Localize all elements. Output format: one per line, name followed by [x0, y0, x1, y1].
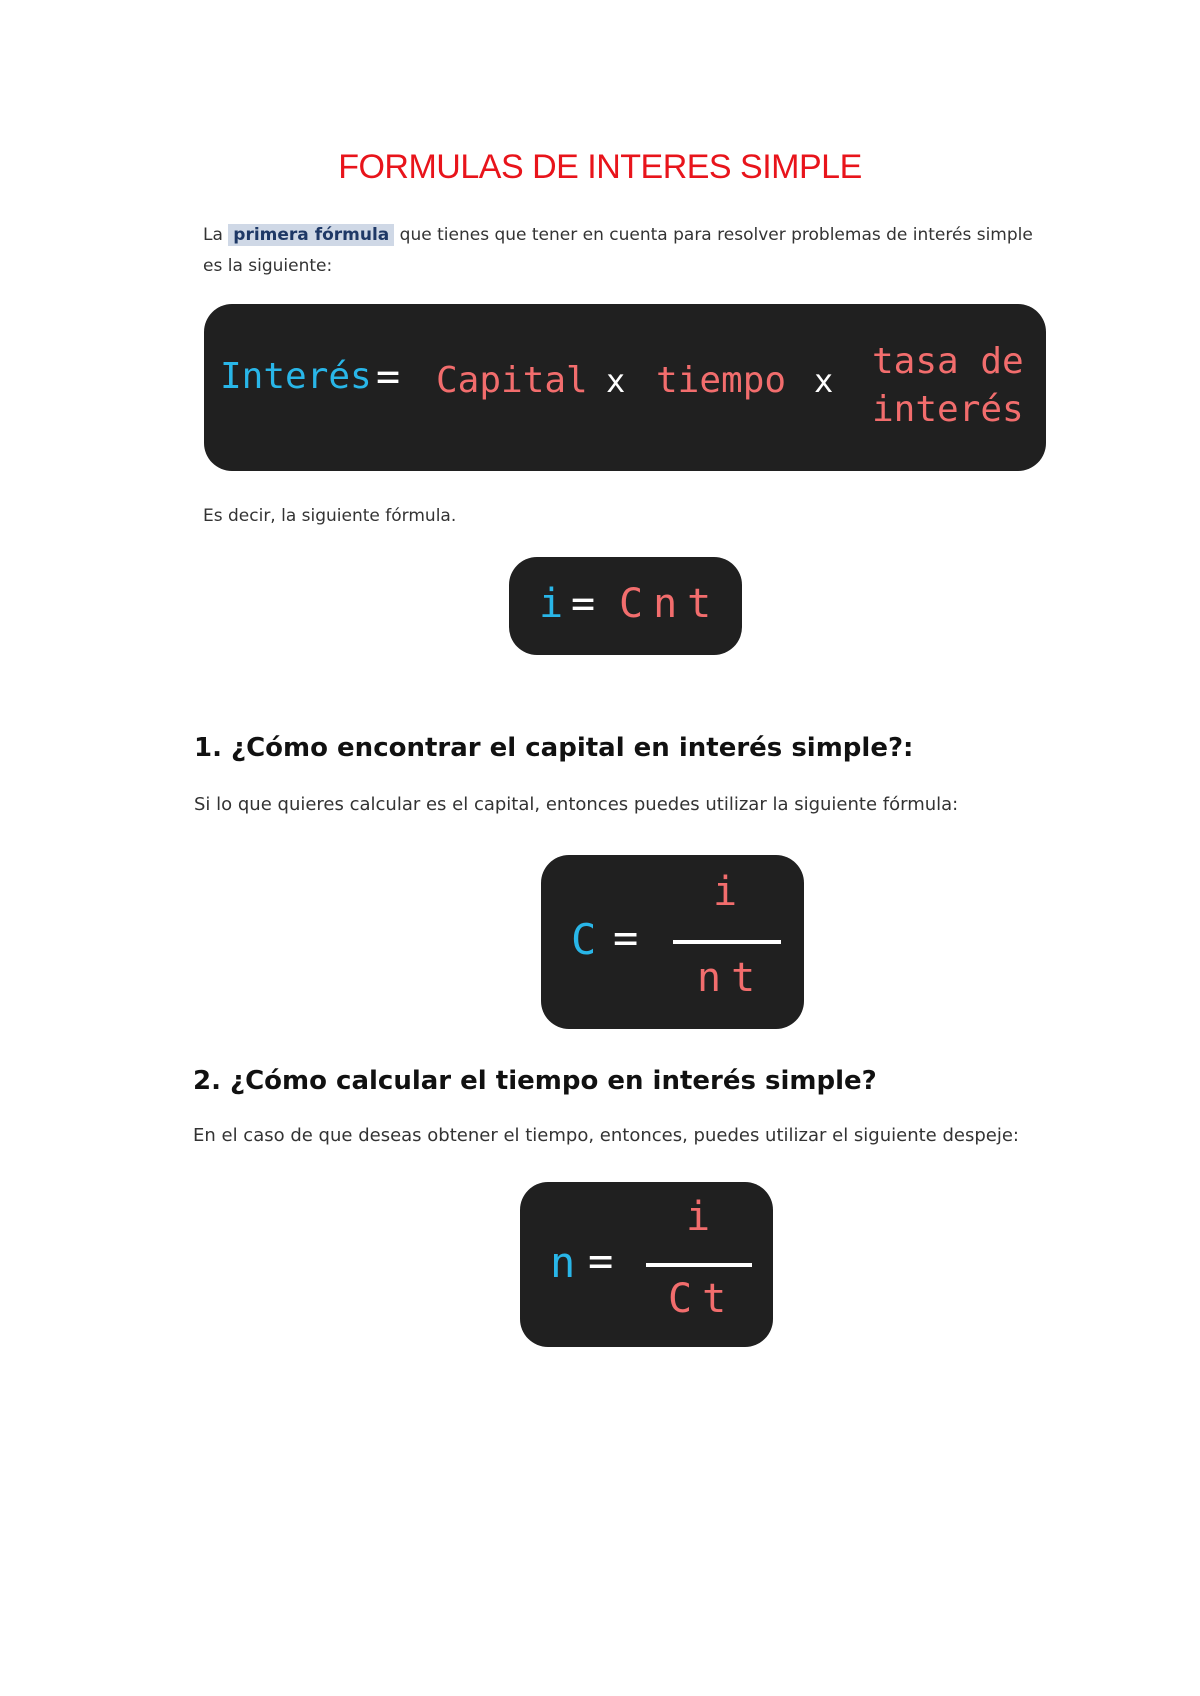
formula-lhs: C [571, 915, 597, 964]
rate-line-2: interés [872, 389, 1024, 430]
interest-formula-box [204, 304, 1046, 471]
fraction-denominator: nt [697, 955, 766, 1001]
formula-equals: = [376, 354, 401, 400]
formula-equals: = [613, 913, 639, 962]
formula-times: x [606, 362, 626, 400]
intro-text-before: La [203, 225, 229, 245]
formula-times: x [814, 362, 834, 400]
section-text-time: En el caso de que deseas obtener el tiempo, entonces, puedes utilizar el siguiente despeje: [193, 1125, 1019, 1146]
formula-i: i [539, 581, 564, 627]
rate-line-1: tasa de [872, 341, 1024, 382]
fraction-numerator: i [713, 869, 738, 915]
formula-equals: = [571, 581, 596, 627]
section-heading-capital: 1. ¿Cómo encontrar el capital en interés simple?: [194, 733, 914, 763]
fraction-bar [646, 1263, 752, 1267]
formula-equals: = [588, 1236, 614, 1285]
short-formula-box [509, 557, 742, 655]
section-text-capital: Si lo que quieres calcular es el capital, entonces puedes utilizar la siguiente fórmula: [194, 794, 959, 815]
intro-paragraph [203, 220, 1043, 282]
fraction-numerator: i [686, 1194, 711, 1240]
fraction-bar [673, 940, 781, 944]
time-formula-box [520, 1182, 773, 1347]
capital-formula-box [541, 855, 804, 1029]
formula-interest-term: Interés [220, 356, 372, 397]
fraction-denominator: Ct [668, 1276, 737, 1322]
formula-lhs: n [550, 1238, 576, 1287]
page-title: FORMULAS DE INTERES SIMPLE [338, 148, 862, 186]
highlighted-link[interactable]: primera fórmula [228, 224, 394, 246]
section-heading-time: 2. ¿Cómo calcular el tiempo en interés simple? [193, 1066, 877, 1096]
intro-text-after: que tienes que tener en cuenta para resolver problemas de interés simple es la siguiente: [203, 225, 1033, 276]
formula-cnt: Cnt [619, 581, 722, 627]
formula-time-term: tiempo [656, 360, 787, 401]
formula-rate-term [872, 338, 1042, 434]
es-decir-text: Es decir, la siguiente fórmula. [203, 506, 457, 526]
formula-capital-term: Capital [436, 360, 588, 401]
